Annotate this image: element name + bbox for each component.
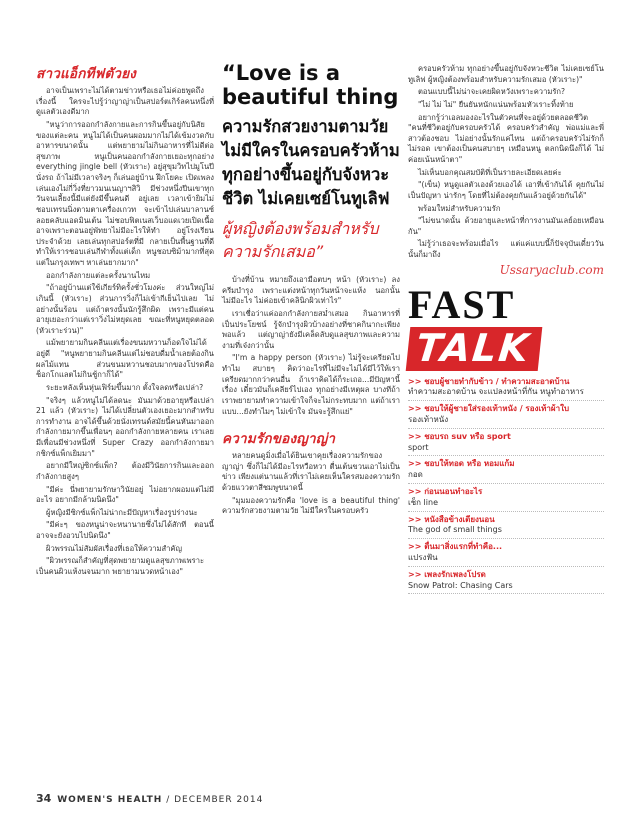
fast-talk-item [408,459,604,484]
body-paragraph: "มุมมองความรักคือ 'love is a beautiful thing' ความรักสวยงามตามวัย ไม่มีใครในครอบครัว [222,495,400,516]
fast-talk-question: >> หนังสือข้างเตียงนอน [408,514,495,524]
column-middle-body [222,275,400,417]
fast-talk-divider [408,511,604,512]
pull-quote-thai: ความรักสวยงามตามวัย ไม่มีใครในครอบครัวห้ามทุกอย่างขึ้นอยู่กับจังหวะชีวิต ไม่เคยเซย์โนทูเลิฟ [222,117,400,208]
body-paragraph: "ไม่ขนาดนั้น ด้วยอายุและหน้าที่การงานมันเลย์อยเหมือนกัน" [408,216,604,236]
fast-talk-divider [408,593,604,594]
fast-talk-answer: เช็ก line [408,497,438,507]
watermark-text: Ussaryaclub.com [499,262,604,277]
body-paragraph: อยากรู้ว่าเอลมองอะไรในตัวคนที่จะอยู่ด้วยตลอดชีวิต "คนที่ชีวิตอยู่กับครอบครัวได้ ครอบครัวสำคัญ พ่อแม่และพี่สาวต้องชอบ ไม่อย่างนั้นรักแค่ไหน แต่ถ้าครอบครัวไม่รักก็ไม่รอด เขาต้องเป็นคนสบายๆ เหมือนหนู ตลกนิดนึงก็ได้ ไม่ค่อยเน้นหน้าตา" [408,112,604,164]
body-paragraph: ไม่เห็นบอกคุณสมบัติที่เป็นรายละเอียดเลยค่ะ [418,167,562,177]
fast-talk-answer: sport [408,442,429,452]
fast-talk-question: >> เพลงรักเพลงโปรด [408,569,486,579]
body-paragraph: "I'm a happy person (หัวเราะ) ไม่รู้จะเครียดไปทำไม สบายๆ คิดว่าอะไรที่ไม่มีจะไม่ได้มีไว้ให้เราเครียดมากกว่าคนอื่น ถ้าเราคิดได้ก็ระเถอ...มีปัญหานี้เรื่อง เดี๋ยวมันก็เคลียร์ไปเอง ทุกอย่างมีเหตุผล บางทีถ้าเราพยายามทำความเข้าใจก็จะไม่กระทบมาก แต่ถ้าเราแบบ...ยังทำไมๆ ไม่เข้าใจ มันจะรู้สึกแย่" [222,353,400,416]
fast-talk-answer: ทำความสะอาดบ้าน จะแปลงหน้าที่กัน หนูทำอาหาร [408,387,584,397]
body-paragraph: ไม่รู้ว่าเธอจะพร้อมเมื่อไร แต่แค่แบบนี้ก็ปัจจุบันเดี๋ยววันนั้นก็มาถึง [408,239,604,259]
column-middle-body-love [222,451,400,517]
column-left-body [36,86,214,578]
fast-talk-item [408,487,604,512]
body-paragraph: "ไม่ ไม่ ไม่" ยืนยันหนักแน่นพร้อมหัวเราะทิ้งท้าย [418,99,574,109]
body-paragraph: หลายคนดูมิ่งเมื่อได้ยินเขาคุยเรื่องความรักของญาญ่า ซึ่งก็ไม่ได้มีอะไรหวือหวา ตื่นเต้นขวนเอาไม่เป็นข่าว เพียงแต่นานแล้วที่เราไม่เคยเห็นใครสมองความรักด้วยแววตาสีชมพูขนาดนี้ [222,451,400,493]
column-right [408,64,604,597]
fast-talk-answer: รองเท้าหนัง [408,415,449,425]
body-paragraph: "มีค่ะๆ ของหนูน่าจะหนานายซึ่งไม่ได้สักที ตอนนี้อาจจะยังอวบไปนิดนึง" [36,520,214,540]
body-paragraph: "มีค่ะ นี่พยายามรักษาวินัยอยู่ ไม่อยากผอมแต่ไม่มีอะไร อยากมีกล้ามนิดนึง" [36,484,214,505]
body-paragraph: ครอบครัวห้าม ทุกอย่างขึ้นอยู่กับจังหวะชีวิต ไม่เคยเซย์โนทูเลิฟ ผู้หญิงต้องพร้อมสำหรับความรักเสมอ (หัวเราะ)" [408,64,604,84]
body-paragraph: "(เข็น) หนูดูแลตัวเองด้วยเองได้ เอาที่เข้ากันได้ คุยกันไม่เป็นปัญหา น่ารักๆ โดยที่ไม่ต้องคุยกันแล้วอยู่ด้วยกันได้" [408,180,604,200]
section-heading-active-girl: สาวแอ็กทีฟตัวยง [36,66,137,82]
fast-talk-divider [408,428,604,429]
body-paragraph: "หนูว่าการออกกำลังกายและการกินขึ้นอยู่กับนิสัยของแต่ละคน หนูไม่ได้เป็นคนผอมมากไม่ได้เข้มงวดกับอาหารขนาดนั้น แต่พยายามไม่กินอาหารที่ไม่ดีต่อสุขภาพ หนูเป็นคนออกกำลังกายเยอะทุกอย่าง everything jingle bell (หัวเราะ) อยู่สุขุมวิทไปมูโนปีนั่งรถ ถ้าไม่มีเวลาจริงๆ ก็เล่นอยู่บ้าน ฝึกโยคะ เปิดเพลง เล่นเองไม่กี่วิ่งที่ยาวมนเนญาฯสิวิ มีช่วงหนึ่งปีนเขาทุกวันจนเลี้ยงนี้มีแต่ยังมีขึ้นคนดี อยู่เลย เวลาเข้ายิมไม่ชอบเทรนนิ่งตามตาเครื่องเกวท จะเข้าไปเล่นบาลานซ์ลอยคลับแอดมินเต้น ไม่ชอบฟิตเนสเว็บอแดเวยเปิดเนื้อ อาจเพราะตอนอยู่พัทยาไม่มีอะไรให้ทำ อยู่โรงเรียนประจำด้วย เลยเล่นทุกสปอร์ตที่มี กลายเป็นพื้นฐานที่ดี ทำให้เรารชอบเล่นกีฬาทั้งแต่เด็ก หนูชอบซิม้ามากที่สุดแต่ในกรุงเทพฯ หาเล่นยากมาก" [36,119,214,267]
fast-talk-question: >> ชอบรถ suv หรือ sport [408,431,511,441]
fast-talk-divider [408,566,604,567]
fast-talk-item [408,404,604,429]
fast-talk-divider [408,538,604,539]
fast-talk-item [408,570,604,595]
body-paragraph: บ้างที่บ้าน หมายถึงเอามือตบๆ หน้า (หัวเราะ) ลงครีมบำรุง เพราะแต่งหน้าทุกวันหน้าจะแห้ง นอกนั้นไม่มีอะไร ไม่ค่อยเข้าคลินิกผิวเท่าไร" [222,275,400,306]
fast-talk-item [408,432,604,457]
body-paragraph: "ถ้าอยู่บ้านแต่ใช้เกียร์ทิครั้งชั่วโมงค่ะ ส่วนใหญ่ไม่เกินนี้ (หัวเราะ) ส่วนการวิ่งก็ไม่เข้ากีเย็นไปเลย ไม่อย่างนั้นร้อน แต่ถ้าตรงนั้นนักรู้สึกผิด เพราะมีแต่คนอายุเยอะกว่าแต่เราวิ่งไม่หยุดเลย ขณะที่หนูหยุดตลอด (หัวเราะร่วน)" [36,283,214,335]
pull-quote-red: ผู้หญิงต้องพร้อมสำหรับความรักเสมอ” [222,218,379,261]
column-right-body [408,64,604,261]
talk-heading: TALK [406,327,543,371]
fast-talk-divider [408,483,604,484]
page-footer [36,792,263,805]
fast-talk-answer: The god of small things [408,525,502,535]
body-paragraph: พร้อมใหม่สำหรับความรัก [418,203,501,213]
fast-talk-question: >> ชอบผู้ชายทำกับข้าว / ทำความสะอาดบ้าน [408,376,570,386]
column-middle [222,62,400,519]
fast-talk-divider [408,455,604,456]
fast-talk-item [408,515,604,540]
pull-quote-english: “Love is a beautiful thing [222,61,399,109]
fast-talk-question: >> ตื่นมาสิ่งแรกที่ทำคือ... [408,542,503,552]
body-paragraph: อาจเป็นเพราะไม่ได้ตามข่าวหรือเธอไม่ค่อยพูดถึงเรื่องนี้ ใครจะไปรู้ว่าญาญ่าเป็นสปอร์ตเกิร์ลคนหนึ่งที่ดูแลตัวเองดีมาก [36,86,214,117]
body-paragraph: เราเชื่อว่าแค่ออกกำลังกายสม่ำเสมอ กินอาหารที่เป็นประโยชน์ รู้จักบำรุงผิวบ้างอย่างที่ชาคกินากะเพียงพอแล้ว แต่ญาญ่ายังมีเคล็ดลับดูแลสุขภาพและความงามที่เจ๋งกว่านั้น [222,308,400,350]
body-paragraph: อยากมีใหญ่ซิกซ์แพ็ก? ต้องมีวินัยการกินและออกกำลังกายสูงๆ [36,461,214,481]
body-paragraph: "ผิวพรรณก็สำคัญที่สุดพยายามดูแลสุขภาพเพราะเป็นคนผิวแห้งนจนมาก พยายามนวดหน้าเอง" [36,556,205,576]
fast-talk-question: >> ก่อนนอนทำอะไร [408,487,483,496]
fast-talk-answer: Snow Patrol: Chasing Cars [408,580,513,590]
issue-date: / DECEMBER 2014 [166,795,264,805]
fast-talk-list [408,377,604,595]
body-paragraph: แม้พยายามกินคลีนแต่เรื่องขนมหวานก็อดใจไม่ได้อยู่ดี "หนูพยายามกินคลีนแต่ไม่ชอบดื่มน้ำเลยต้องกินผลไม้แทน ส่วนขนมหวานชอบมากของโปรดคือช็อกโกแลตไม่กินชู้กาก็ได้" [36,338,214,380]
body-paragraph: ตอนแบบนี้ไม่น่าจะเคยผิดหวังเพราะความรัก? [418,87,566,97]
fast-heading: FAST [408,281,516,327]
fast-talk-question: >> ชอบให้ผู้ชายใส่รองเท้าหนัง / รองเท้าผ้าใบ [408,404,570,414]
body-paragraph: ระยะหลังเห็นหุ่นเฟิร์มขึ้นมาก ตั้งใจลดหรือเปล่า? [46,382,204,392]
fast-talk-answer: กอด [408,470,423,480]
fast-talk-item [408,377,604,402]
section-heading-love: ความรักของญาญ่า [222,431,336,448]
magazine-name: WOMEN'S HEALTH [57,795,163,805]
body-paragraph: "จริงๆ แล้วหนูไม่ได้ลดนะ มันมาด้วยอายุหรือเปล่า 21 แล้ว (หัวเราะ) ไม่ได้เปลี่ยนตัวเองเยอะมากสำหรับการทำงาน อาจได้ขึ้นด้วยนั่งเทรนด์สมัยนี้คนหันมาออกกำลังกายมากขึ้นเพื่อนๆ ออกกำลังกายหลายคน เราเลยมีเพื่อนมีช่วงหนึ่งที่ Super Crazy ออกกำลังกายมากชิกซ์แพ็กเยิมมา" [36,395,214,458]
fast-talk-item [408,542,604,567]
body-paragraph: ออกกำลังกายแต่ละครั้งนานไหม [46,270,151,280]
body-paragraph: ผิวพรรณไม่สัมผัสเรื่องที่เธอให้ความสำคัญ [46,543,182,553]
column-left [36,62,214,580]
page-number: 34 [36,792,52,805]
fast-talk-divider [408,400,604,401]
fast-talk-question: >> ชอบให้ทอด หรือ หอมแก้ม [408,459,515,469]
fast-talk-answer: แปรงฟัน [408,552,438,562]
body-paragraph: ผู้หญิงมีซิกซ์แพ็กไม่น่ากะมีปัญหาเรื่องรูปร่างนะ [46,507,198,517]
